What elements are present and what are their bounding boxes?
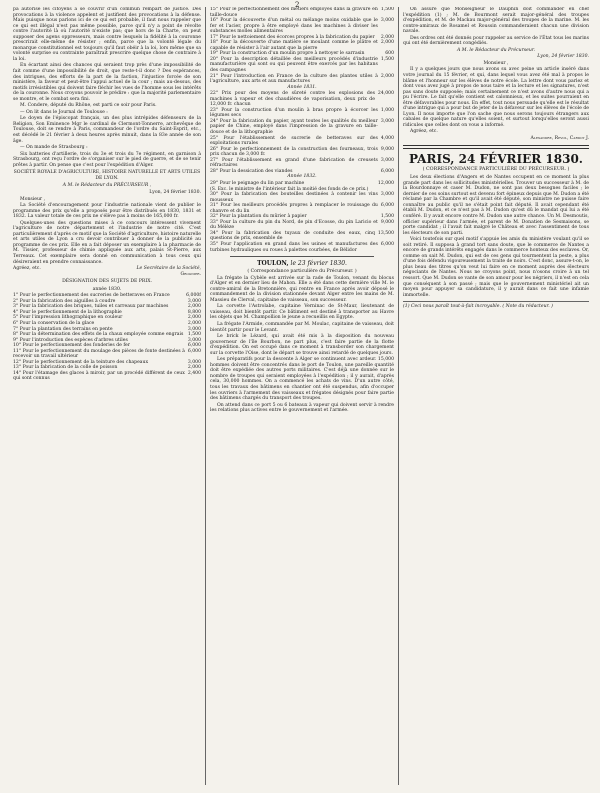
letter-address: A M. le Rédacteur du PRÉCURSEUR , bbox=[62, 183, 152, 189]
prize-label: 30° Pour la fabrication des bouteilles destinées à contenir les vins mousseux bbox=[210, 192, 378, 203]
prize-label: 9° Pour l'introduction des espèces d'arbres utiles bbox=[13, 337, 128, 343]
prize-amount: 12,000 bbox=[377, 180, 394, 186]
prize-label: 25° Pour l'établissement de sucrerie de betteraves sur des exploitations rurales bbox=[210, 135, 378, 147]
prize-label: 19° Pour la construction d'un moulin propre à nettoyer le sarrasin bbox=[210, 51, 365, 57]
prize-amount: 3,000 bbox=[187, 359, 201, 365]
prize-label: 22° Prix pour des moyens de sûreté contre les explosions des machines à vapeur et des chaudières de vaporisation, deux prix de 12,000 fr. chacun bbox=[210, 91, 375, 108]
prize-amount: 6,000f bbox=[186, 293, 201, 299]
article-paragraph: On assure que Monseigneur le Dauphin doit commander en chef l'expédition (1) ; M. de Bourmont serait major-général des troupes d'expédition, et M. de Mackau major-général des troupes de la marine. M. les contre-amiraux de Rosamel et Roussin commanderaient chacun une division navale. bbox=[403, 7, 589, 35]
letter-paragraph: La Société d'encouragement pour l'industrie nationale vient de publier le programme des prix qu'elle a proposés pour être distribués en 1830, 1831 et 1832. La valeur totale de ces prix ne s'élève pas à moins de 165,000 fr. bbox=[13, 203, 201, 220]
prize-label: 23° Pour la construction d'un moulin à bras propre à écorcer les légumes secs bbox=[210, 107, 378, 119]
article-paragraph: Les préparatifs pour la descente à Alger se continuent avec ardeur. 15,000 hommes doivent être concentrés dans le port de Toulon, une pareille quantité doit être expédiée des autres ports militaires. C'est déjà une donnée sur le nombre de troupes qui seraient employées à l'expédition ; il y aurait, d'après cela, 30,000 hommes. On a commencé les achats de vins. D'un autre côté, tous les travaux des bâtimens en chantier ont été suspendus, afin d'occuper les ouvriers à l'armement des vaisseaux et frégates désignés pour faire partie des bâtimens chargés du transport des troupes. bbox=[210, 357, 394, 402]
prize-label: 27° Pour l'établissement en grand d'une fabrication de creusets réfractaires bbox=[210, 157, 378, 169]
prize-amount: 3,000 bbox=[380, 157, 394, 163]
prize-amount: 2,000 bbox=[380, 34, 394, 40]
news-brief: M. Condere, député du Rhône, est parti ce soir pour Paris. bbox=[20, 103, 157, 109]
paris-subtitle: ( CORRESPONDANCE PARTICULIÈRE DU PRÉCURSEUR. ) bbox=[422, 166, 570, 172]
divider bbox=[403, 145, 589, 149]
prize-amount: 2,400 bbox=[187, 370, 201, 376]
prize-label: 7° Pour la plantation des terrains en pente bbox=[13, 326, 113, 332]
article-paragraph: La frégate la Cybèle est arrivée sur la rade de Toulon, venant du blocus d'Alger et en dernier lieu de Mahon. Elle a été dans cette dernière ville M. le contre-amiral de la Bretonnière, qui rentre en France après avoir déposé le commandement de la division stationnée devant Alger entre les mains de M. Massieu de Clerval, capitaine de vaisseau, son successeur. bbox=[210, 275, 394, 303]
article-paragraph: La corvette l'Astrolabe, capitaine Verninac de St-Maur, lieutenant de vaisseau, doit bientôt partir. Ce bâtiment est destiné à transporter au Havre les objets que M. Champollion le jeune a recueillis en Egypte. bbox=[210, 304, 394, 321]
prize-amount: 6,000 bbox=[380, 203, 394, 209]
news-brief-heading: — On lit dans le Journal de Toulouse : bbox=[20, 109, 108, 115]
prize-label: 32° Pour la plantation du mûrier à papier bbox=[210, 214, 307, 220]
prize-amount: 6,000 bbox=[187, 348, 201, 354]
prize-amount: 2,000 bbox=[380, 40, 394, 46]
column-2 bbox=[210, 7, 394, 787]
column-1 bbox=[13, 7, 201, 787]
article-paragraph: Le brick le Lézard, qui avait été mis à la disposition du nouveau gouverneur de l'île Bourbon, ne part plus, c'est faire partie de la flotte d'expédition. On est occupé dans ce moment à transborder son chargement sur la corvette l'Oise, dont le départ se trouve ainsi retardé de quelques jours. bbox=[210, 334, 394, 356]
dateline-place: TOULON, bbox=[257, 260, 289, 268]
article-paragraph: Voici toutefois sur quel motif s'appuie les amis du ministère voulant qu'il se soit retiré. Il supposa à grand tort sans doute, que le commerce de Nantes a encore de grands intérêts engagés dans le commerce honteux des esclaves. Or, comme on sait M. Dudon, qui est de ces gens qui tourmentent la peste, a plus d'une fois défendu vigoureusement la traite de noirs. C'est donc, assure-t-on, le plus beau des titres qu'on veut lui faire en ce moment auprès des électeurs négociants de Nantes. Nous ne croyons point, nous n'osons croire à un tel ressort. Que M. Dudon se vante de son amour pour les négriers, il n'est en cela que conséquent à son passé ; mais que le gouvernement ministériel ait un moyen pour appuyer sa candidature, il y aurait dans ce fait une infamie immortelle. bbox=[403, 237, 589, 298]
prize-amount: 2,000 bbox=[187, 304, 201, 310]
prize-list bbox=[210, 7, 394, 85]
footnote: (1) Ceci nous paraît tout-à-fait incroyable. ( Note du rédacteur. ) bbox=[403, 301, 589, 310]
prize-label: 6° Pour la conservation de la glace bbox=[13, 320, 95, 326]
prize-item bbox=[13, 371, 201, 382]
prize-label: 34° Pour la fabrication des tuyaux de conduite des eaux, cinq questions de prix, ensemble de bbox=[210, 230, 375, 242]
prize-label: 20° Pour la description détaillée des meilleurs procédés d'industrie manufacturière qui sont ou qui peuvent être exercés par les habitans des campagnes bbox=[210, 56, 378, 74]
letter-paragraph: Il y a quelques jours que nous avons su avec peine un article inséré dans votre journal du 15 février, et qui, dans lequel vous avez été mal à propos le blâme et l'honneur sur les élèves de notre école. La lettre dont vous parlez et dont vous avez jugé à propos de nous taire et la lecture et les signatures, n'est pas sans doute supposée; mais certainement ce n'est avons d'autre nous qui a pu l'écrire. Le fait qu'elle contient est calomnieux, et les suites pourraient en être défavorables pour nous. En effet, tout nous persuade qu'elle est le résultat d'une intrigue qui a pour but de jeter de la défaveur sur les élèves de l'école de Lyon. Il nous importe que l'on sache que nous serons toujours étrangers aux cabales de quelque nature qu'elles soient, et surtout lorsqu'elles seront aussi ridicules que celles dont on vous a informé. bbox=[403, 67, 589, 128]
article-paragraph: La frégate l'Armide, commandée par M. Moulac, capitaine de vaisseau, doit bientôt partir pour le Levant. bbox=[210, 321, 394, 333]
article-paragraph: Les deux élections d'Angers et de Nantes occupent en ce moment la plus grande part dans les sollicitudes ministérielles. Trouver un successeur à M. de la Bourdonnaye et caser M. Dudon, ne sont pas deux besognes faciles ; le dernier de ces soins surtout est devenu fort épineux depuis que M. Dudon a été réclamé par la Chambre et qu'il avait été député, son ministre ne puisse faire connaître au public qu'il ne s'était point fait député. Il avait cependant été établi M. Dudon, et ce n'est pas à M. Dudon qu'est dû le mandat qui lui a été conféré. Il y avait encore contre M. Dudon une autre chance. Un M. Desmoutis, officier supérieur dans l'armée, et parent de M. Donatien de Sesmaisons, se porte candidat ; il l'avait fait malgré le Château et avec l'assentiment de tous les électeurs de son parti. bbox=[403, 175, 589, 236]
secretary-title: Le Secrétaire de la Société, bbox=[136, 266, 201, 272]
news-brief-heading: — On mande de Strasbourg : bbox=[20, 145, 88, 151]
prizes-year: Année 1831. bbox=[287, 84, 317, 90]
prize-amount: 6,000 bbox=[380, 241, 394, 247]
prize-amount: 24,000 bbox=[377, 91, 394, 97]
prize-label: 10° Pour le perfectionnement des fonderies de fer bbox=[13, 343, 130, 349]
prize-amount: 9,000 bbox=[380, 219, 394, 225]
prize-amount: 1,500 bbox=[380, 214, 394, 220]
prize-amount: 3,000 bbox=[187, 298, 201, 304]
prize-amount: 1,500 bbox=[187, 332, 201, 338]
prize-amount: 2,000 bbox=[187, 365, 201, 371]
prize-item bbox=[13, 349, 201, 360]
prize-label: 15° Pour le perfectionnement des métiers employés dans la gravure en taille-douce bbox=[210, 7, 378, 18]
column-3 bbox=[403, 7, 589, 787]
prize-item bbox=[210, 119, 394, 136]
prize-label: 28° Pour la dessication des viandes bbox=[210, 168, 293, 174]
prize-label: 8° Pour la détermination des effets de la chaux employée comme engrais bbox=[13, 332, 184, 338]
prize-label: 18° Pour la découverte d'une matière se moulant comme le plâtre et capable de résister à l'air autant que la pierre bbox=[210, 40, 378, 51]
prize-amount: 6,000 bbox=[187, 343, 201, 349]
prizes-year: Année 1832. bbox=[287, 174, 317, 180]
prize-label: 4° Pour le perfectionnement de la lithographie bbox=[13, 309, 122, 315]
letter-date: Lyon, 24 février 1830. bbox=[149, 189, 201, 195]
letter-salutation: Monsieur , bbox=[483, 60, 509, 66]
news-brief: Le doyen de l'épiscopat français, un des plus intrépides défenseurs de la Religion, Son Eminence Mgr le cardinal de Clermont-Tonnerre, archevêque de Toulouse, doit se rendre à Paris, commandeur de l'ordre du Saint-Esprit, etc., est décédé le 21 février à deux heures après minuit, dans la 83e année de son âge. bbox=[13, 116, 201, 144]
prize-amount: 9,000 bbox=[380, 146, 394, 152]
prize-item bbox=[210, 57, 394, 74]
prize-item bbox=[210, 18, 394, 35]
prize-label: 3° Pour la fabrication des briques, tuiles et carreaux par machines bbox=[13, 304, 169, 310]
prize-label: 1° Pour le perfectionnement des sucreries de betteraves en France bbox=[13, 293, 170, 299]
prize-item bbox=[210, 91, 394, 108]
prize-list bbox=[210, 91, 394, 174]
letter-address: A M. le Rédacteur du Précurseur. bbox=[457, 47, 535, 53]
prize-label: 11° Pour le perfectionnement du moulage des pièces de fonte destinées à recevoir un travail ultérieur bbox=[13, 348, 185, 360]
prizes-heading: DÉSIGNATION DES SUJETS DE PRIX. bbox=[62, 279, 152, 285]
prize-label: 16° Pour la découverte d'un métal ou mélange moins oxidable que le fer et l'acier, propre à être employé dans les machines à diviser les substances molles alimentaires bbox=[210, 18, 378, 35]
prize-label: 14° Pour l'étamage des glaces à miroir, par un procédé différent de ceux qui sont connus bbox=[13, 370, 185, 382]
prize-amount: 3,000 bbox=[380, 192, 394, 198]
prize-item bbox=[210, 192, 394, 203]
prize-label: 29° Pour le peignage du lin par machine bbox=[210, 180, 305, 186]
article-paragraph: On attend dans ce port 5 ou 6 bateaux à vapeur qui doivent servir à rendre les relations plus actives entre le gouvernement et l'armée. bbox=[210, 402, 394, 414]
prize-label: 31° Pour les meilleurs procédés propres à remplacer le rouissage du chanvre et du lin bbox=[210, 203, 378, 214]
dateline bbox=[210, 260, 394, 268]
prize-item bbox=[210, 136, 394, 147]
secretary-name: Grognier. bbox=[180, 271, 201, 277]
prize-amount: 13,500 bbox=[377, 230, 394, 236]
prize-amount: 600 bbox=[385, 51, 394, 57]
paris-headline: PARIS, 24 FÉVRIER 1830. bbox=[409, 151, 583, 166]
prizes-year: année 1830. bbox=[92, 286, 122, 292]
prize-label: 2° Pour la fabrication des aiguilles à coudre bbox=[13, 298, 116, 304]
prize-label: (S. Exc. le ministre de l'intérieur fait la moitié des fonds de ce prix.) bbox=[210, 186, 369, 192]
prize-label: 33° Pour la culture du pin du Nord, de pin d'Ecosse, du pin Laricio et du Mélèze bbox=[210, 219, 378, 231]
prize-label: 13° Pour la fabrication de la colle de poisson bbox=[13, 365, 118, 371]
prize-item bbox=[210, 242, 394, 253]
prize-item bbox=[210, 108, 394, 119]
article-paragraph: Des ordres ont été donnés pour rappeler au service de l'État tous les marins qui ont été dernièrement congédiés. bbox=[403, 35, 589, 47]
section-heading: SOCIÉTÉ ROYALE D'AGRICULTURE, HISTOIRE NATURELLE ET ARTS UTILES DE LYON. bbox=[13, 170, 201, 181]
dateline-date: le 23 février 1830. bbox=[290, 260, 347, 268]
prize-label: 12° Pour le perfectionnement de la teinture des chapeaux bbox=[13, 359, 149, 365]
letter-signoff bbox=[13, 266, 201, 272]
news-brief: Six batteries d'artillerie, trois du 3e et trois du 7e régiment, en garnison à Strasbourg, ont reçu l'ordre de s'organiser sur le pied de guerre, et de se tenir prêtes à partir. On pense que c'est pour l'expédition d'Alger. bbox=[13, 151, 201, 168]
prize-amount: 3,000 bbox=[187, 326, 201, 332]
prize-amount: 3,000 bbox=[187, 337, 201, 343]
prize-amount: 1,500 bbox=[380, 56, 394, 62]
prize-amount: 8,800 bbox=[187, 309, 201, 315]
prize-item bbox=[210, 231, 394, 242]
prize-item bbox=[210, 74, 394, 85]
article-paragraph: pa autorise les citoyens à se couvrir d'un commun rempart de justice. Des provocations à la violence appelent et justifient des provocations à la défense. Mais puisque nous parlons ici de ce qui est probable, il faut nous rappeler que ce qui est illégal n'est pas même possible, parce qu'il n'y a point de révolte contre l'autorité là où l'autorité n'existe pas; que hors de la Charte, on peut supposer des agens oppresseurs, mais contre lesquels la fidélité à la couronne prescrirait elle-même de résister ; enfin, parce que la volonté légale du monarque constitutionnel est toujours qu'il faut obéir à la loi, lors même que sa volonté surprise ou contrainte paraîtrait prescrire quelque chose de contraire à la loi. bbox=[13, 7, 201, 62]
prize-amount: 2,000 bbox=[380, 73, 394, 79]
prize-label: 5° Pour l'impression lithographique en couleur bbox=[13, 315, 123, 321]
prize-label: 21° Pour l'introduction en France de la culture des plantes utiles à l'agriculture, aux arts et aux manufactures bbox=[210, 73, 378, 85]
prize-amount: 2,000 bbox=[187, 320, 201, 326]
column-rule bbox=[205, 7, 206, 785]
prize-amount: 2,000 bbox=[187, 315, 201, 321]
letter-date: Lyon, 24 février 1830. bbox=[537, 54, 589, 60]
prize-label: 24° Pour la fabrication du papier, ayant toutes les qualités du meilleur papier de Chine, employé dans l'impression de la gravure en taille-douce et de la lithographie bbox=[210, 118, 378, 136]
letter-salutation: Monsieur , bbox=[20, 196, 46, 202]
prize-label: 35° Pour l'application en grand dans les usines et manufactures des turbines hydrauliques ou roues à palettes courbées, de Bélidor bbox=[210, 241, 378, 253]
column-rule bbox=[398, 7, 399, 785]
prize-item bbox=[210, 220, 394, 231]
prize-label: 17° Pour le nettoiement des écorces propres à la fabrication du papier bbox=[210, 34, 375, 40]
prize-amount: 1,000 bbox=[380, 107, 394, 113]
letter-paragraph: Quelques-unes des questions mises à ce concours intéressent vivement l'agriculture de notre département et l'industrie de notre cité. C'est particulièrement d'après ce motif que la Société d'agriculture, histoire naturelle et arts utiles de Lyon a cru devoir contribuer à donner de la publicité au programme de ces prix. Elle en a fait déposer un exemplaire à la pharmacie de M. Tissier, professeur de chimie appliquée aux arts, palais St-Pierre, aux Terreaux. Cet exemplaire sera donné en communication à tous ceux qui désireraient en prendre connaissance. bbox=[13, 220, 201, 265]
article-paragraph: En écartant ainsi des chances qui seraient trop près d'une impossibilité de fait comme d'une impossibilité de droit, que reste-t-il donc ? Des espérances, des intrigues, des efforts de la part de la faction, l'injustice forcée de son ministère, la faveur et peut-être l'appui actuel de la cour ; mais au-dessus, des motifs irrésistibles qui doivent faire fléchir les vues de l'homme sous les intérêts de la couronne. Nous croyons pouvoir le prédire : que la majorité parlementaire se montre, et le combat sera fini. bbox=[13, 63, 201, 102]
prize-item bbox=[210, 40, 394, 51]
prize-amount: 3,000 bbox=[380, 118, 394, 124]
prize-item bbox=[210, 203, 394, 214]
prize-list bbox=[210, 181, 394, 253]
letter-signoff: Agréez, etc. bbox=[410, 129, 438, 135]
prize-amount: 3,000 bbox=[380, 18, 394, 24]
prize-amount: 6,000 bbox=[380, 168, 394, 174]
prize-amount: 4,000 bbox=[380, 135, 394, 141]
dateline-subtitle: ( Correspondance particulière du Précurseur. ) bbox=[247, 269, 357, 275]
letter-signers: Alexandre, Revol, Cardot J. bbox=[530, 136, 589, 142]
prize-item bbox=[210, 7, 394, 18]
prize-label: 26° Pour le perfectionnement de la construction des fourneaux, trois prix chacun de 3,000 fr. bbox=[210, 146, 378, 158]
prize-item bbox=[210, 147, 394, 158]
divider bbox=[230, 256, 374, 257]
agreez-text: Agréez, etc. bbox=[13, 266, 41, 272]
page-number: 2 bbox=[295, 1, 300, 9]
prize-amount: 1,500 bbox=[380, 7, 394, 12]
prize-item bbox=[210, 158, 394, 169]
prize-list bbox=[13, 293, 201, 382]
